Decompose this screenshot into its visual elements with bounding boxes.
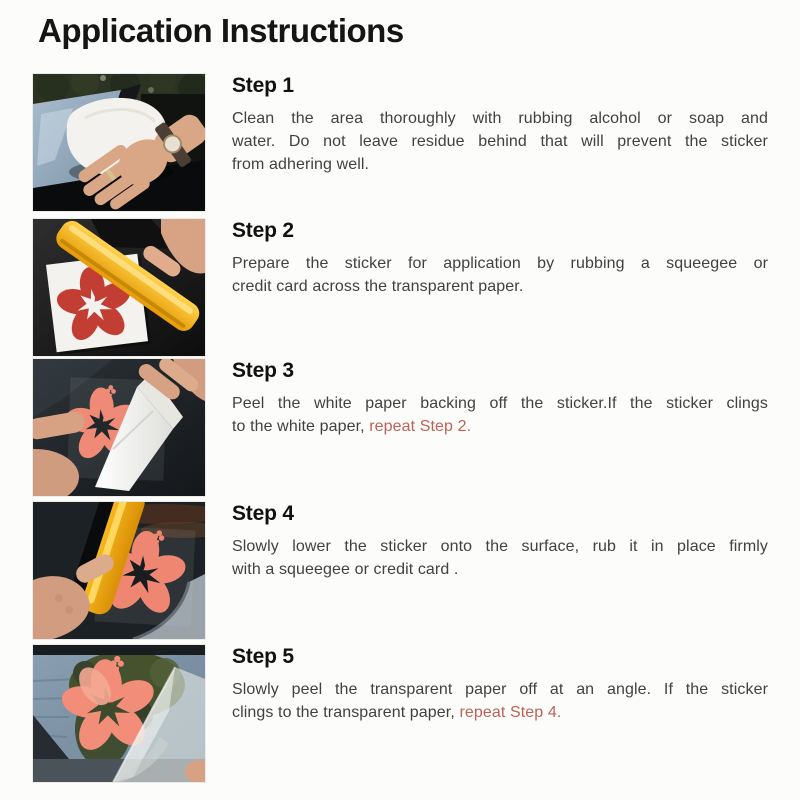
cloth-wipe-illustration <box>33 74 205 211</box>
step-row-1 <box>33 74 768 211</box>
text-fragment: with a squeegee or credit card . <box>232 561 459 578</box>
step-5-description <box>232 678 768 724</box>
text-line <box>232 701 768 724</box>
repeat-link-text: repeat Step 2. <box>369 418 472 435</box>
step-4-heading: Step 4 <box>232 502 294 525</box>
text-line: Clean the area thoroughly with rubbing alcohol or soap and <box>232 110 768 127</box>
knuckle <box>65 606 73 614</box>
step-5-photo <box>33 645 205 782</box>
step-2-photo <box>33 219 205 356</box>
step-row-2 <box>33 219 768 356</box>
window-frame-top <box>33 645 205 655</box>
text-line: Slowly lower the sticker onto the surface, rub it in place firmly <box>232 538 768 555</box>
text-line <box>232 153 768 176</box>
step-3-heading: Step 3 <box>232 359 294 382</box>
step-5-copy <box>232 645 768 782</box>
step-1-photo <box>33 74 205 211</box>
text-line <box>232 275 768 298</box>
step-4-copy <box>232 502 768 639</box>
squeegee-press-illustration <box>33 502 205 639</box>
step-3-photo <box>33 359 205 496</box>
step-5-heading: Step 5 <box>232 645 294 668</box>
step-3-copy <box>232 359 768 496</box>
text-fragment: from adhering well. <box>232 156 370 173</box>
text-fragment: to the white paper, <box>232 418 370 435</box>
step-row-4 <box>33 502 768 639</box>
text-line: water. Do not leave residue behind that will prevent the sticker <box>232 133 768 150</box>
text-line: Prepare the sticker for application by rubbing a squeegee or <box>232 255 768 272</box>
squeegee-rub-illustration <box>33 219 205 356</box>
text-line: Peel the white paper backing off the sticker.If the sticker clings <box>232 395 768 412</box>
text-line <box>232 415 768 438</box>
text-fragment: credit card across the transparent paper. <box>232 278 524 295</box>
step-1-description <box>232 107 768 176</box>
step-row-5 <box>33 645 768 782</box>
step-2-copy <box>232 219 768 356</box>
text-fragment: clings to the transparent paper, <box>232 704 460 721</box>
step-4-description <box>232 535 768 581</box>
peel-backing-illustration <box>33 359 205 496</box>
step-4-photo <box>33 502 205 639</box>
repeat-link-text: repeat Step 4. <box>459 704 562 721</box>
peel-transparent-paper-illustration <box>33 645 205 782</box>
page-title: Application Instructions <box>38 12 404 49</box>
text-line <box>232 558 768 581</box>
step-1-heading: Step 1 <box>232 74 294 97</box>
step-row-3 <box>33 359 768 496</box>
step-2-description <box>232 252 768 298</box>
knuckle <box>55 594 63 602</box>
step-1-copy <box>232 74 768 211</box>
step-3-description <box>232 392 768 438</box>
step-2-heading: Step 2 <box>232 219 294 242</box>
text-line: Slowly peel the transparent paper off at an angle. If the sticker <box>232 681 768 698</box>
